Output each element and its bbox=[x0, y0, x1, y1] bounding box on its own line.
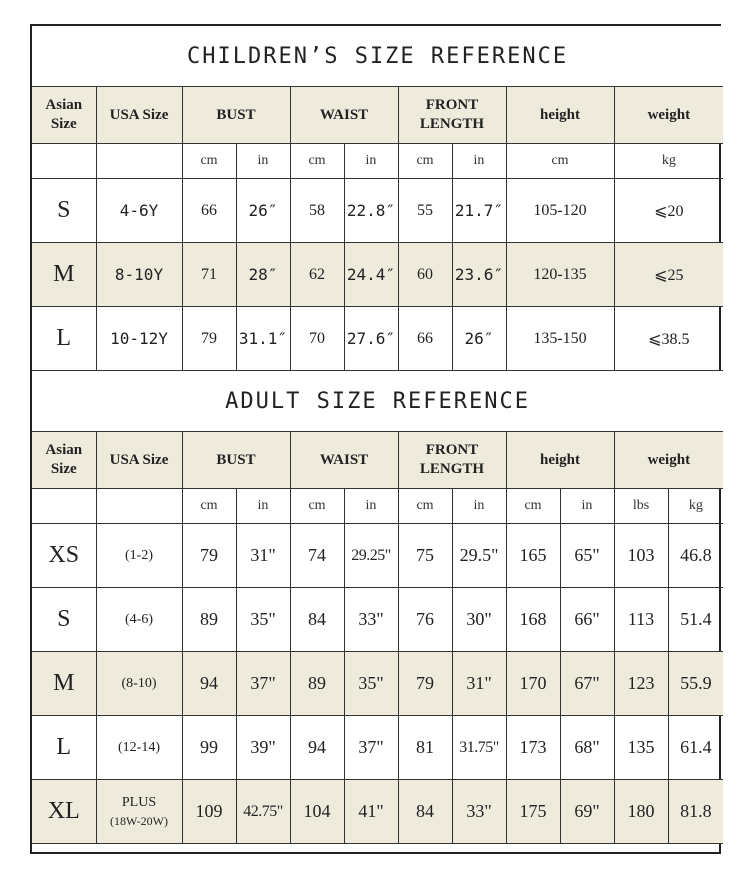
header-asian-size: Asian Size bbox=[32, 432, 96, 489]
value-cell: 23.6″ bbox=[452, 243, 506, 307]
usa-cell: (12-14) bbox=[96, 716, 182, 780]
table-row bbox=[32, 307, 723, 371]
unit-cell: kg bbox=[614, 144, 723, 179]
usa-cell: (4-6) bbox=[96, 588, 182, 652]
value-cell: 135-150 bbox=[506, 307, 614, 371]
unit-cell: in bbox=[344, 144, 398, 179]
value-cell: 76 bbox=[398, 588, 452, 652]
unit-cell: in bbox=[452, 144, 506, 179]
header-waist: WAIST bbox=[290, 87, 398, 144]
value-cell: 31" bbox=[236, 524, 290, 588]
unit-cell: in bbox=[236, 489, 290, 524]
size-cell: S bbox=[32, 179, 96, 243]
value-cell: 37" bbox=[236, 652, 290, 716]
table-row bbox=[32, 179, 723, 243]
adult-title: ADULT SIZE REFERENCE bbox=[32, 371, 723, 432]
value-cell: 26″ bbox=[236, 179, 290, 243]
value-cell: 29.25" bbox=[344, 524, 398, 588]
value-cell: 105-120 bbox=[506, 179, 614, 243]
value-cell: 31.75" bbox=[452, 716, 506, 780]
unit-cell: cm bbox=[506, 489, 560, 524]
unit-cell: in bbox=[560, 489, 614, 524]
adult-units-row bbox=[32, 489, 723, 524]
value-cell: 68" bbox=[560, 716, 614, 780]
header-usa-size: USA Size bbox=[96, 432, 182, 489]
value-cell: 22.8″ bbox=[344, 179, 398, 243]
value-cell: 37" bbox=[344, 716, 398, 780]
unit-cell: in bbox=[344, 489, 398, 524]
value-cell: 79 bbox=[398, 652, 452, 716]
value-cell: 113 bbox=[614, 588, 668, 652]
value-cell: 173 bbox=[506, 716, 560, 780]
unit-cell: lbs bbox=[614, 489, 668, 524]
header-asian-size: Asian Size bbox=[32, 87, 96, 144]
value-cell: 135 bbox=[614, 716, 668, 780]
value-cell: 26″ bbox=[452, 307, 506, 371]
value-cell: 24.4″ bbox=[344, 243, 398, 307]
size-cell: XL bbox=[32, 780, 96, 844]
value-cell: 21.7″ bbox=[452, 179, 506, 243]
table-row bbox=[32, 588, 723, 652]
value-cell: 79 bbox=[182, 307, 236, 371]
usa-cell: 4-6Y bbox=[96, 179, 182, 243]
value-cell: 94 bbox=[290, 716, 344, 780]
value-cell: 33" bbox=[452, 780, 506, 844]
header-weight: weight bbox=[614, 432, 723, 489]
value-cell: 42.75" bbox=[236, 780, 290, 844]
value-cell: 123 bbox=[614, 652, 668, 716]
value-cell: 66 bbox=[182, 179, 236, 243]
usa-plus-label: PLUS bbox=[121, 794, 157, 810]
value-cell: 28″ bbox=[236, 243, 290, 307]
size-cell: L bbox=[32, 307, 96, 371]
children-units-row bbox=[32, 144, 723, 179]
size-table bbox=[32, 26, 723, 844]
value-cell: 58 bbox=[290, 179, 344, 243]
value-cell: 35" bbox=[236, 588, 290, 652]
table-row bbox=[32, 780, 723, 844]
value-cell: 81.8 bbox=[668, 780, 723, 844]
header-height: height bbox=[506, 87, 614, 144]
header-front-length: FRONT LENGTH bbox=[398, 432, 506, 489]
value-cell: ⩽25 bbox=[614, 243, 723, 307]
value-cell: 81 bbox=[398, 716, 452, 780]
value-cell: 46.8 bbox=[668, 524, 723, 588]
value-cell: 31.1″ bbox=[236, 307, 290, 371]
value-cell: 33" bbox=[344, 588, 398, 652]
value-cell: 67" bbox=[560, 652, 614, 716]
usa-cell: 10-12Y bbox=[96, 307, 182, 371]
value-cell: 65" bbox=[560, 524, 614, 588]
value-cell: 75 bbox=[398, 524, 452, 588]
value-cell: 89 bbox=[182, 588, 236, 652]
value-cell: 89 bbox=[290, 652, 344, 716]
unit-cell: in bbox=[452, 489, 506, 524]
value-cell: 35" bbox=[344, 652, 398, 716]
adult-header-row bbox=[32, 432, 723, 489]
value-cell: 99 bbox=[182, 716, 236, 780]
value-cell: 74 bbox=[290, 524, 344, 588]
header-height: height bbox=[506, 432, 614, 489]
value-cell: 71 bbox=[182, 243, 236, 307]
value-cell: 27.6″ bbox=[344, 307, 398, 371]
value-cell: 180 bbox=[614, 780, 668, 844]
unit-cell: in bbox=[236, 144, 290, 179]
value-cell: 70 bbox=[290, 307, 344, 371]
value-cell: 170 bbox=[506, 652, 560, 716]
size-cell: M bbox=[32, 243, 96, 307]
unit-cell: cm bbox=[506, 144, 614, 179]
value-cell: 31" bbox=[452, 652, 506, 716]
value-cell: 103 bbox=[614, 524, 668, 588]
value-cell: 109 bbox=[182, 780, 236, 844]
children-header-row bbox=[32, 87, 723, 144]
unit-cell: cm bbox=[182, 144, 236, 179]
value-cell: 29.5" bbox=[452, 524, 506, 588]
value-cell: 62 bbox=[290, 243, 344, 307]
table-row bbox=[32, 652, 723, 716]
header-waist: WAIST bbox=[290, 432, 398, 489]
value-cell: 55.9 bbox=[668, 652, 723, 716]
value-cell: 84 bbox=[290, 588, 344, 652]
value-cell: 79 bbox=[182, 524, 236, 588]
value-cell: 104 bbox=[290, 780, 344, 844]
unit-cell: cm bbox=[290, 489, 344, 524]
value-cell: 61.4 bbox=[668, 716, 723, 780]
value-cell: 168 bbox=[506, 588, 560, 652]
size-cell: S bbox=[32, 588, 96, 652]
usa-cell: (1-2) bbox=[96, 524, 182, 588]
header-bust: BUST bbox=[182, 87, 290, 144]
header-bust: BUST bbox=[182, 432, 290, 489]
table-row bbox=[32, 524, 723, 588]
value-cell: 66" bbox=[560, 588, 614, 652]
table-row bbox=[32, 243, 723, 307]
size-cell: XS bbox=[32, 524, 96, 588]
unit-cell: kg bbox=[668, 489, 723, 524]
header-front-length: FRONT LENGTH bbox=[398, 87, 506, 144]
value-cell: 69" bbox=[560, 780, 614, 844]
usa-cell: (8-10) bbox=[96, 652, 182, 716]
size-cell: M bbox=[32, 652, 96, 716]
value-cell: ⩽20 bbox=[614, 179, 723, 243]
usa-cell: 8-10Y bbox=[96, 243, 182, 307]
unit-cell: cm bbox=[290, 144, 344, 179]
value-cell: 120-135 bbox=[506, 243, 614, 307]
unit-cell: cm bbox=[182, 489, 236, 524]
value-cell: 175 bbox=[506, 780, 560, 844]
value-cell: 84 bbox=[398, 780, 452, 844]
value-cell: ⩽38.5 bbox=[614, 307, 723, 371]
value-cell: 51.4 bbox=[668, 588, 723, 652]
value-cell: 66 bbox=[398, 307, 452, 371]
usa-plus-sub-label: (18W-20W) bbox=[110, 813, 168, 828]
size-chart bbox=[30, 24, 721, 854]
unit-cell: cm bbox=[398, 489, 452, 524]
value-cell: 60 bbox=[398, 243, 452, 307]
value-cell: 39" bbox=[236, 716, 290, 780]
header-weight: weight bbox=[614, 87, 723, 144]
usa-cell bbox=[96, 780, 182, 844]
value-cell: 55 bbox=[398, 179, 452, 243]
children-title: CHILDREN’S SIZE REFERENCE bbox=[32, 26, 723, 87]
value-cell: 30" bbox=[452, 588, 506, 652]
value-cell: 94 bbox=[182, 652, 236, 716]
value-cell: 41" bbox=[344, 780, 398, 844]
table-row bbox=[32, 716, 723, 780]
size-cell: L bbox=[32, 716, 96, 780]
value-cell: 165 bbox=[506, 524, 560, 588]
unit-cell: cm bbox=[398, 144, 452, 179]
header-usa-size: USA Size bbox=[96, 87, 182, 144]
